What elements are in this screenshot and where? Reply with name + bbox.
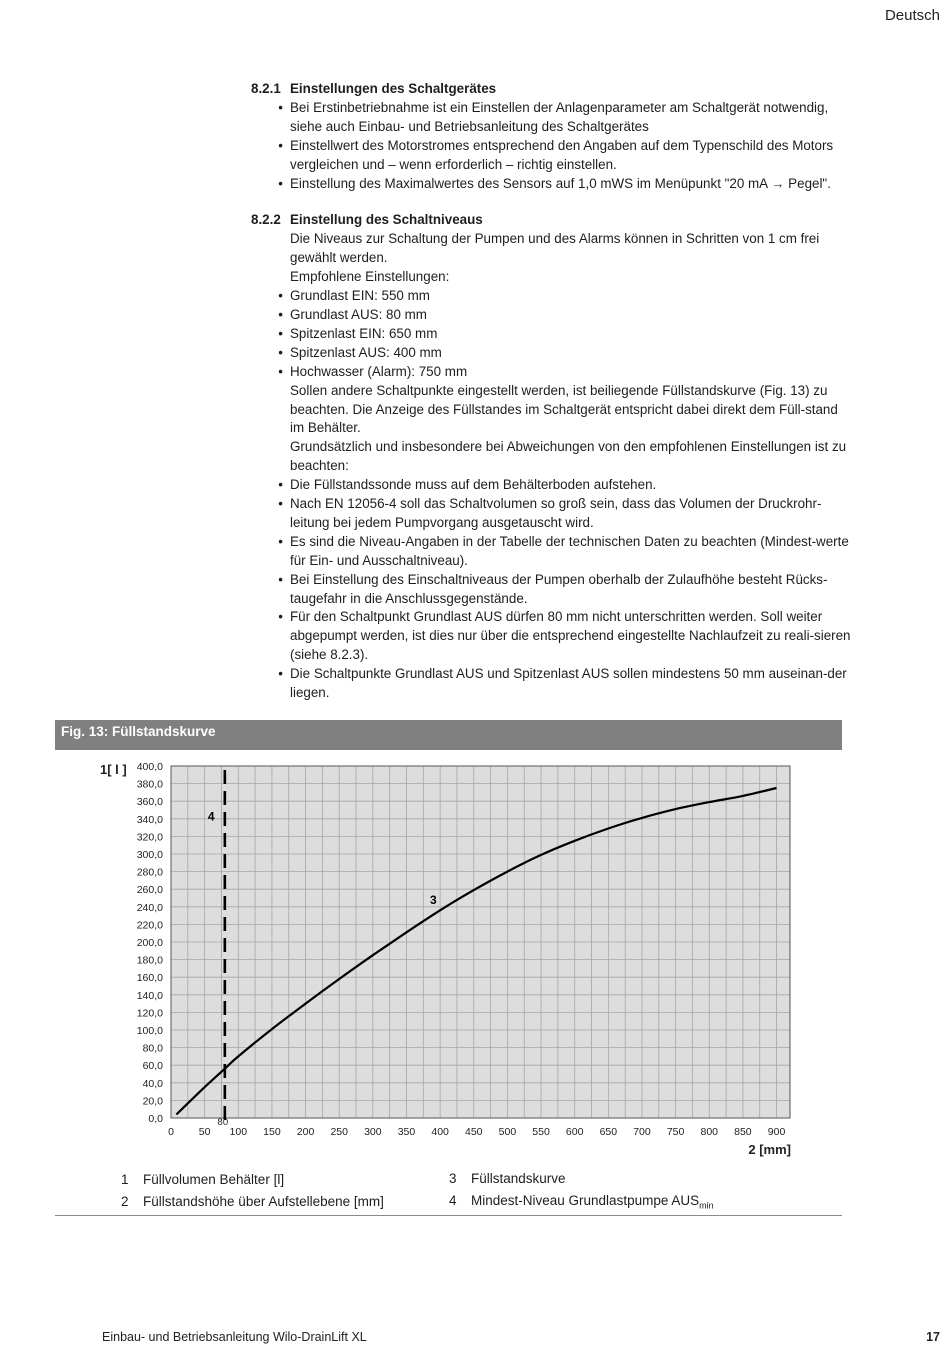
chart-svg xyxy=(55,755,842,1165)
min-level-tick-label: 80 xyxy=(217,1117,229,1128)
x-tick-label: 250 xyxy=(330,1126,348,1138)
x-tick-label: 700 xyxy=(633,1126,651,1138)
section-title: Einstellungen des Schaltgerätes xyxy=(290,81,497,96)
bullet-icon: • xyxy=(278,363,283,379)
bullet-icon: • xyxy=(278,609,283,625)
y-tick-label: 320,0 xyxy=(136,831,163,844)
bullet-icon: • xyxy=(278,288,283,304)
section-title: Einstellung des Schaltniveaus xyxy=(290,212,483,228)
bullet-icon: • xyxy=(278,496,283,512)
page-number: 17 xyxy=(926,1330,940,1344)
bullet-icon: • xyxy=(278,325,283,341)
divider xyxy=(55,1215,842,1216)
x-axis-label: 2 [mm] xyxy=(748,1142,791,1157)
y-tick-label: 380,0 xyxy=(136,778,163,791)
x-tick-label: 0 xyxy=(168,1126,174,1138)
x-tick-label: 800 xyxy=(700,1126,719,1138)
list-item: • Hochwasser (Alarm): 750 mm xyxy=(251,363,851,382)
legend-item-1: 1 Füllvolumen Behälter [l] xyxy=(121,1172,285,1187)
y-tick-label: 80,0 xyxy=(142,1042,163,1055)
list-item: • Einstellung des Maximalwertes des Sensors auf 1,0 mWS im Menüpunkt "20 mA → Pegel". xyxy=(251,175,851,194)
list-item: • Nach EN 12056-4 soll das Schaltvolumen so groß sein, dass das Volumen der Druckrohr-leitung bei jedem Pumpvorgang ausgetauscht wird. xyxy=(251,495,851,533)
y-tick-label: 160,0 xyxy=(136,972,163,985)
list-item: • Die Schaltpunkte Grundlast AUS und Spitzenlast AUS sollen mindestens 50 mm auseinan-der liegen. xyxy=(251,665,851,703)
x-tick-label: 350 xyxy=(397,1126,416,1138)
content-area xyxy=(251,80,851,721)
curve-label: 3 xyxy=(430,893,437,908)
x-tick-label: 750 xyxy=(666,1126,685,1138)
figure-title: Fig. 13: Füllstandskurve xyxy=(61,724,216,739)
legend-item-3: 3 Füllstandskurve xyxy=(449,1171,566,1186)
list-item: • Spitzenlast AUS: 400 mm xyxy=(251,344,851,363)
x-tick-label: 850 xyxy=(734,1126,752,1138)
y-tick-label: 0,0 xyxy=(148,1113,163,1125)
section-number: 8.2.1 xyxy=(251,81,281,96)
bullet-icon: • xyxy=(278,666,283,682)
y-axis-label: 1[ l ] xyxy=(100,762,127,777)
figure-caption-bar xyxy=(55,720,842,750)
list-item: • Für den Schaltpunkt Grundlast AUS dürfen 80 mm nicht unterschritten werden. Soll weiter abgepumpt werden, ist dies nur über die entsprechend eingestellte Nachlaufzeit zu reali-sieren (siehe 8.2.3). xyxy=(251,608,851,665)
list-item: • Die Füllstandssonde muss auf dem Behälterboden aufstehen. xyxy=(251,476,851,495)
bullet-icon: • xyxy=(278,137,283,153)
recommended-label: Empfohlene Einstellungen: xyxy=(290,269,450,285)
fill-level-chart xyxy=(55,755,842,1165)
list-item: • Einstellwert des Motorstromes entsprechend den Angaben auf dem Typenschild des Motors vergleichen und – wenn erforderlich – richtig einstellen. xyxy=(251,137,851,175)
note-text: Sollen andere Schaltpunkte eingestellt werden, ist beiliegende Füllstandskurve (Fig. 13) zu beachten. Die Anzeige des Füllstandes im Schaltgerät entspricht dabei direkt dem Füll-stand im Behälter. xyxy=(290,382,838,436)
footer-text: Einbau- und Betriebsanleitung Wilo-DrainLift XL xyxy=(102,1330,367,1344)
x-tick-label: 650 xyxy=(599,1126,618,1138)
section-8-2-1 xyxy=(251,80,851,193)
x-tick-label: 50 xyxy=(198,1126,211,1138)
y-tick-label: 240,0 xyxy=(136,901,163,914)
language-label: Deutsch xyxy=(884,7,940,24)
y-tick-label: 40,0 xyxy=(142,1077,163,1090)
section-heading xyxy=(251,211,851,230)
x-tick-label: 550 xyxy=(532,1126,550,1138)
note-text: Grundsätzlich und insbesondere bei Abweichungen von den empfohlenen Einstellungen ist zu beachten: xyxy=(290,439,847,474)
list-item: • Bei Einstellung des Einschaltniveaus der Pumpen oberhalb der Zulaufhöhe besteht Rücks-taugefahr in die Anschlussgegenstände. xyxy=(251,571,851,609)
x-tick-label: 150 xyxy=(263,1126,281,1138)
list-item: • Bei Erstinbetriebnahme ist ein Einstellen der Anlagenparameter am Schaltgerät notwendig, siehe auch Einbau- und Betriebsanleitung des Schaltgerätes xyxy=(251,99,851,137)
legend-item-4: 4 Mindest-Niveau Grundlastpumpe $AUS_{min}$ xyxy=(449,1193,714,1211)
section-number: 8.2.2 xyxy=(251,212,281,228)
y-tick-label: 360,0 xyxy=(136,796,163,809)
y-tick-label: 100,0 xyxy=(136,1025,163,1037)
y-tick-label: 120,0 xyxy=(136,1007,163,1020)
section-heading xyxy=(251,80,851,99)
x-tick-label: 200 xyxy=(296,1126,315,1138)
y-tick-label: 140,0 xyxy=(136,989,163,1002)
list-item: • Grundlast AUS: 80 mm xyxy=(251,306,851,325)
x-tick-label: 600 xyxy=(565,1126,584,1138)
bullet-icon: • xyxy=(278,175,283,191)
list-item: • Spitzenlast EIN: 650 mm xyxy=(251,325,851,344)
bullet-icon: • xyxy=(278,344,283,360)
y-tick-label: 300,0 xyxy=(136,849,163,861)
y-tick-label: 180,0 xyxy=(136,954,163,967)
x-tick-label: 400 xyxy=(431,1126,449,1138)
x-tick-label: 500 xyxy=(498,1126,517,1138)
y-tick-label: 260,0 xyxy=(136,884,163,897)
y-tick-label: 20,0 xyxy=(142,1095,163,1108)
y-tick-label: 60,0 xyxy=(142,1060,163,1073)
y-tick-label: 340,0 xyxy=(136,813,163,826)
intro-text: Die Niveaus zur Schaltung der Pumpen und des Alarms können in Schritten von 1 cm frei gewählt werden. xyxy=(290,231,820,266)
x-tick-label: 300 xyxy=(364,1126,382,1138)
min-level-line-label: 4 xyxy=(207,809,215,824)
bullet-icon: • xyxy=(278,306,283,322)
y-tick-label: 280,0 xyxy=(136,866,163,879)
section-8-2-2 xyxy=(251,211,851,703)
bullet-icon: • xyxy=(278,99,283,115)
bullet-icon: • xyxy=(278,477,283,493)
y-tick-label: 200,0 xyxy=(136,937,163,949)
x-tick-label: 900 xyxy=(767,1126,786,1138)
list-item: • Grundlast EIN: 550 mm xyxy=(251,287,851,306)
legend-item-2: 2 Füllstandshöhe über Aufstellebene [mm] xyxy=(121,1194,384,1209)
y-tick-label: 220,0 xyxy=(136,919,163,932)
bullet-icon: • xyxy=(278,571,283,587)
list-item: • Es sind die Niveau-Angaben in der Tabelle der technischen Daten zu beachten (Mindest-werte für Ein- und Ausschaltniveau). xyxy=(251,533,851,571)
x-tick-label: 450 xyxy=(465,1126,483,1138)
y-tick-label: 400,0 xyxy=(136,761,163,773)
x-tick-label: 100 xyxy=(229,1126,248,1138)
bullet-icon: • xyxy=(278,533,283,549)
